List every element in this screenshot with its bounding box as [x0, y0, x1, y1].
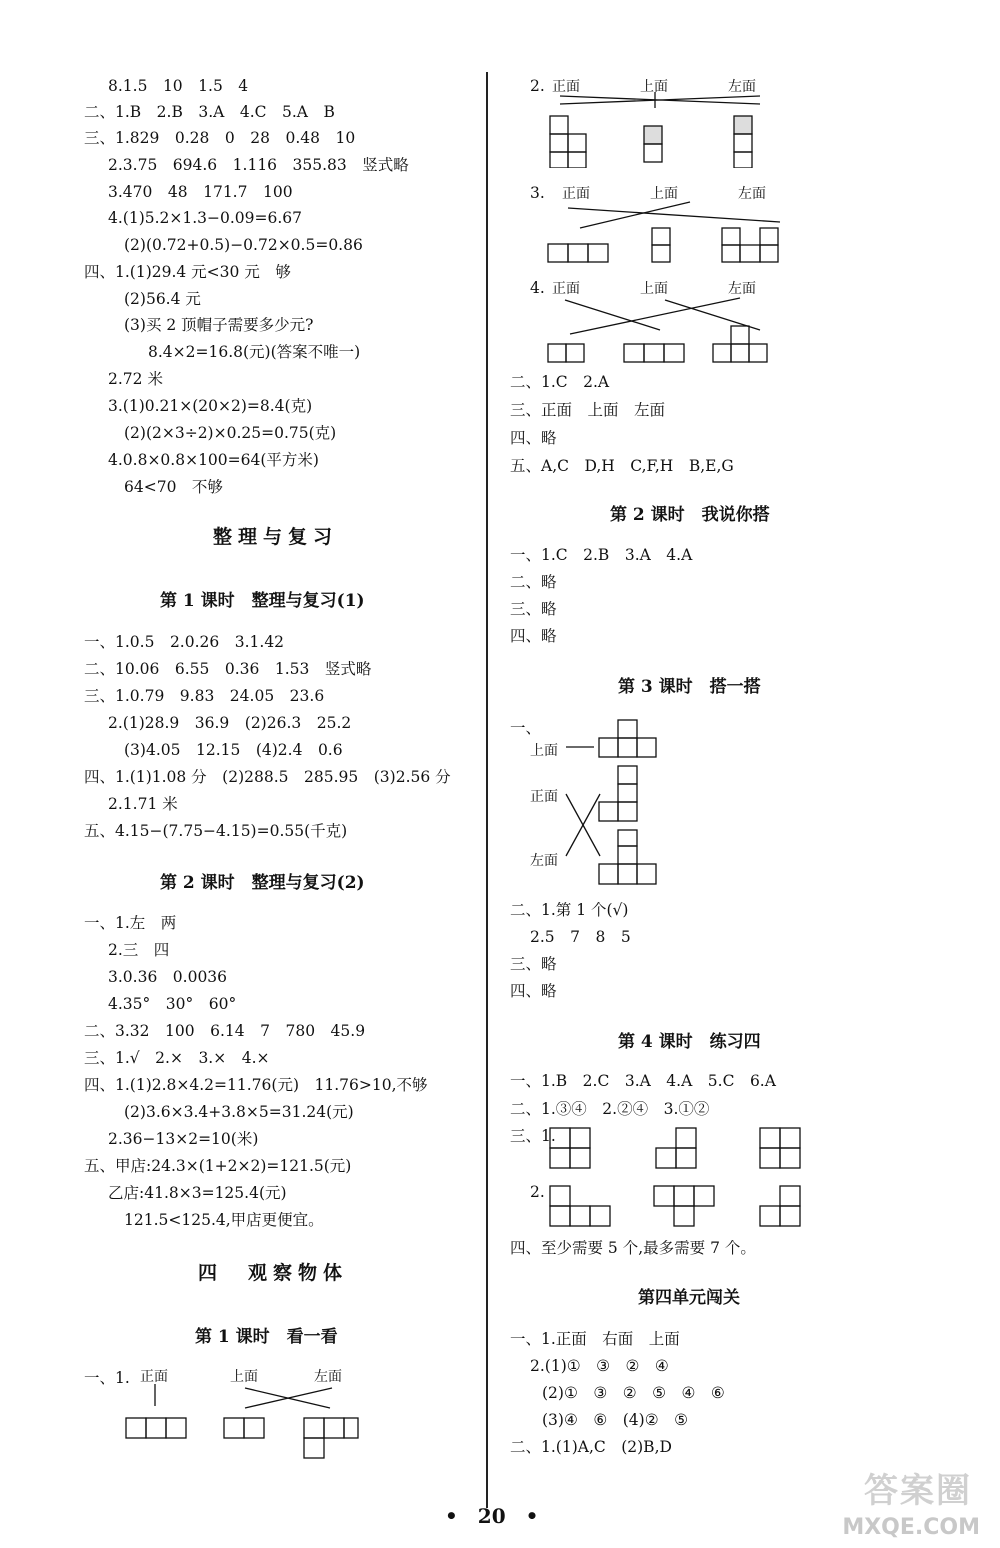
- answer-line: 乙店:41.8×3=125.4(元): [108, 1184, 287, 1202]
- answer-line: 二、略: [510, 573, 557, 591]
- answer-line: 二、1.C 2.A: [510, 373, 610, 391]
- label-left: 左面: [738, 186, 766, 202]
- answer-line: 3.0.36 0.0036: [108, 968, 228, 986]
- answer-line: 一、1.C 2.B 3.A 4.A: [510, 546, 693, 564]
- label-top: 上面: [650, 186, 678, 202]
- lesson-title: 第 2 课时 整理与复习(2): [160, 873, 365, 893]
- answer-line: 一、1.B 2.C 3.A 4.A 5.C 6.A: [510, 1072, 776, 1090]
- label-top: 上面: [640, 79, 668, 95]
- label-front: 正面: [552, 79, 580, 95]
- answer-line: 三、正面 上面 左面: [510, 401, 666, 419]
- answer-line: 3.(1)0.21×(20×2)=8.4(克): [108, 397, 313, 415]
- view-matching-diagram: [120, 1382, 360, 1460]
- answer-line: 四、至少需要 5 个,最多需要 7 个。: [510, 1239, 756, 1257]
- lesson-title: 第 1 课时 看一看: [195, 1327, 338, 1347]
- label-top: 上面: [640, 281, 668, 297]
- answer-line: 一、1.0.5 2.0.26 3.1.42: [84, 633, 285, 651]
- section-title: 四 观察物体: [198, 1262, 349, 1284]
- answer-line: 三、1.√ 2.× 3.× 4.×: [84, 1049, 270, 1067]
- answer-line: 二、1.B 2.B 3.A 4.C 5.A B: [84, 103, 335, 121]
- question-label: 3.: [530, 184, 545, 202]
- answer-line: 三、略: [510, 955, 557, 973]
- answer-line: 2.(1)① ③ ② ④: [530, 1357, 669, 1375]
- lesson-title: 第 3 课时 搭一搭: [618, 677, 761, 697]
- answer-line: (3)④ ⑥ (4)② ⑤: [542, 1411, 688, 1429]
- answer-line: 一、1.左 两: [84, 914, 177, 932]
- answer-line: 4.0.8×0.8×100=64(平方米): [108, 451, 319, 469]
- label-top: 上面: [230, 1369, 258, 1385]
- question-label: 4.: [530, 279, 545, 297]
- answer-line: 一、1.正面 右面 上面: [510, 1330, 680, 1348]
- answer-line: 2.1.71 米: [108, 795, 178, 813]
- views-diagram: [544, 1124, 814, 1228]
- page-number: • 20 •: [445, 1504, 539, 1528]
- answer-line: (2)(0.72+0.5)−0.72×0.5=0.86: [124, 236, 363, 254]
- answer-line: 3.470 48 171.7 100: [108, 183, 293, 201]
- label-front: 正面: [552, 281, 580, 297]
- answer-line: 三、略: [510, 600, 557, 618]
- views-diagram: [560, 718, 670, 890]
- section-title: 整理与复习: [213, 526, 339, 548]
- answer-line: 四、1.(1)1.08 分 (2)288.5 285.95 (3)2.56 分: [84, 768, 451, 786]
- unit-title: 第四单元闯关: [638, 1288, 740, 1308]
- answer-line: 8.4×2=16.8(元)(答案不唯一): [148, 343, 361, 361]
- label-front: 正面: [140, 1369, 168, 1385]
- answer-line: 64<70 不够: [124, 478, 223, 496]
- question-label: 一、: [510, 719, 542, 737]
- answer-line: 2.36−13×2=10(米): [108, 1130, 259, 1148]
- answer-line: 四、1.(1)2.8×4.2=11.76(元) 11.76>10,不够: [84, 1076, 428, 1094]
- answer-line: 四、略: [510, 627, 557, 645]
- answer-line: (3)4.05 12.15 (4)2.4 0.6: [124, 741, 343, 759]
- answer-line: 二、3.32 100 6.14 7 780 45.9: [84, 1022, 366, 1040]
- answer-line: (2)3.6×3.4+3.8×5=31.24(元): [124, 1103, 354, 1121]
- lesson-title: 第 2 课时 我说你搭: [610, 505, 770, 525]
- label-left: 左面: [728, 281, 756, 297]
- view-matching-diagram: [540, 296, 780, 368]
- label-front: 正面: [530, 789, 558, 805]
- answer-line: 二、10.06 6.55 0.36 1.53 竖式略: [84, 660, 372, 678]
- lesson-title: 第 4 课时 练习四: [618, 1032, 761, 1052]
- answer-line: 二、1.第 1 个(√): [510, 901, 629, 919]
- label-left: 左面: [530, 853, 558, 869]
- question-label: 一、1.: [84, 1369, 130, 1387]
- answer-line: 五、4.15−(7.75−4.15)=0.55(千克): [84, 822, 348, 840]
- answer-line: 五、A,C D,H C,F,H B,E,G: [510, 457, 734, 475]
- column-divider: [486, 72, 488, 1508]
- view-matching-diagram: [540, 200, 820, 268]
- answer-line: 2.5 7 8 5: [530, 928, 631, 946]
- answer-line: 2.三 四: [108, 941, 170, 959]
- question-label: 2.: [530, 1183, 545, 1201]
- lesson-title: 第 1 课时 整理与复习(1): [160, 591, 365, 611]
- label-top: 上面: [530, 743, 558, 759]
- answer-line: 2.(1)28.9 36.9 (2)26.3 25.2: [108, 714, 352, 732]
- answer-line: 二、1.(1)A,C (2)B,D: [510, 1438, 672, 1456]
- answer-line: 121.5<125.4,甲店更便宜。: [124, 1211, 324, 1229]
- answer-line: (3)买 2 顶帽子需要多少元?: [124, 316, 314, 334]
- question-label: 2.: [530, 77, 545, 95]
- answer-line: 三、1.829 0.28 0 28 0.48 10: [84, 129, 356, 147]
- answer-line: 五、甲店:24.3×(1+2×2)=121.5(元): [84, 1157, 352, 1175]
- answer-line: 四、略: [510, 429, 557, 447]
- label-front: 正面: [562, 186, 590, 202]
- question-label: 三、1.: [510, 1127, 556, 1145]
- view-matching-diagram: [540, 92, 780, 168]
- answer-line: 2.72 米: [108, 370, 163, 388]
- label-left: 左面: [314, 1369, 342, 1385]
- answer-line: 四、略: [510, 982, 557, 1000]
- answer-line: 8.1.5 10 1.5 4: [108, 77, 249, 95]
- watermark-text: MXQE.COM: [842, 1515, 980, 1540]
- watermark-logo: 答案圈: [864, 1471, 972, 1511]
- answer-line: 2.3.75 694.6 1.116 355.83 竖式略: [108, 156, 409, 174]
- answer-line: (2)(2×3÷2)×0.25=0.75(克): [124, 424, 337, 442]
- answer-line: 4.35° 30° 60°: [108, 995, 237, 1013]
- label-left: 左面: [728, 79, 756, 95]
- answer-line: (2)① ③ ② ⑤ ④ ⑥: [542, 1384, 725, 1402]
- answer-line: 四、1.(1)29.4 元<30 元 够: [84, 263, 291, 281]
- answer-line: (2)56.4 元: [124, 290, 201, 308]
- answer-line: 二、1.③④ 2.②④ 3.①②: [510, 1100, 710, 1118]
- answer-line: 三、1.0.79 9.83 24.05 23.6: [84, 687, 325, 705]
- answer-line: 4.(1)5.2×1.3−0.09=6.67: [108, 209, 303, 227]
